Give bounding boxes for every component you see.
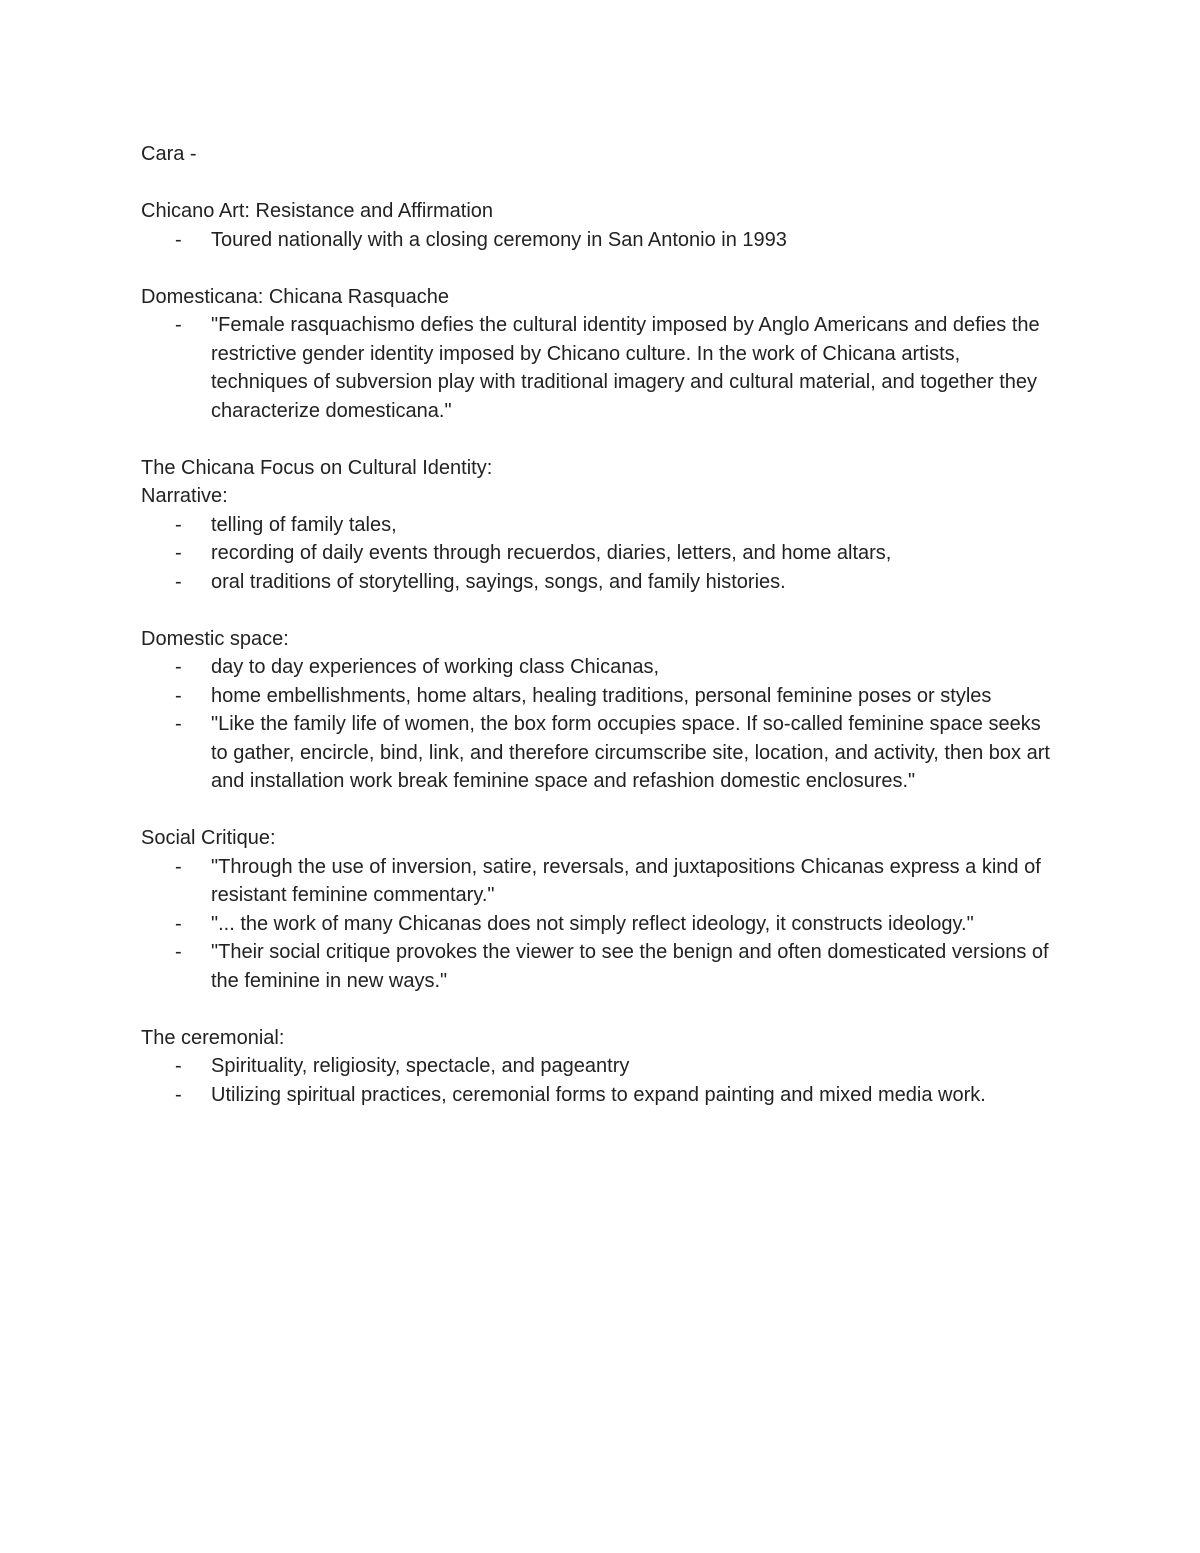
list-item [141, 853, 1061, 910]
dash-bullet: - [175, 513, 182, 536]
dash-bullet: - [175, 1083, 182, 1106]
section-heading: Domestic space: [141, 627, 289, 650]
list-item-text: home embellishments, home altars, healing traditions, personal feminine poses or styles [211, 684, 992, 707]
dash-bullet: - [175, 912, 182, 935]
list-item-text: recording of daily events through recuerdos, diaries, letters, and home altars, [211, 542, 892, 564]
section-heading: Chicano Art: Resistance and Affirmation [141, 200, 494, 222]
bullet-list [141, 653, 1061, 796]
spacer [141, 169, 1061, 198]
dash-bullet: - [175, 713, 182, 735]
dash-bullet: - [175, 570, 182, 593]
list-item [141, 653, 1061, 682]
bullet-list [141, 511, 1061, 597]
list-item [141, 226, 1061, 255]
list-item-text: Utilizing spiritual practices, ceremonial forms to expand painting and mixed media work. [211, 1083, 986, 1106]
list-item [141, 710, 1061, 796]
list-item-text: Toured nationally with a closing ceremony in San Antonio in 1993 [211, 228, 787, 251]
list-item [141, 1081, 1061, 1110]
section-heading: Social Critique: [141, 827, 276, 849]
bullet-list [141, 1052, 1061, 1109]
list-item [141, 682, 1061, 711]
bullet-list [141, 311, 1061, 425]
list-item-text: "Their social critique provokes the viewer to see the benign and often domesticated versions of the feminine in new ways." [211, 941, 1049, 992]
dash-bullet: - [175, 855, 182, 878]
section-heading: The Chicana Focus on Cultural Identity: [141, 456, 493, 479]
section-subheading: Narrative: [141, 485, 228, 507]
list-item-text: "Like the family life of women, the box form occupies space. If so-called feminine space seeks to gather, encircle, bind, link, and therefore circumscribe site, location, and activity, then box art and installation work break feminine space and refashion domestic enclosures." [211, 713, 1050, 792]
dash-bullet: - [175, 228, 182, 251]
section-heading: Domesticana: Chicana Rasquache [141, 285, 449, 308]
spacer [141, 995, 1061, 1024]
spacer [141, 254, 1061, 283]
list-item-text: "Through the use of inversion, satire, reversals, and juxtapositions Chicanas express a kind of resistant feminine commentary." [211, 855, 1041, 906]
dash-bullet: - [175, 684, 182, 707]
document-header: Cara - [141, 143, 197, 165]
list-item-text: Spirituality, religiosity, spectacle, and pageantry [211, 1055, 630, 1077]
section-heading: The ceremonial: [141, 1026, 285, 1049]
dash-bullet: - [175, 314, 182, 336]
bullet-list [141, 226, 1061, 255]
bullet-list [141, 853, 1061, 996]
spacer [141, 596, 1061, 625]
list-item [141, 1052, 1061, 1081]
list-item [141, 938, 1061, 995]
dash-bullet: - [175, 542, 182, 564]
list-item [141, 568, 1061, 597]
list-item-text: day to day experiences of working class Chicanas, [211, 656, 660, 678]
dash-bullet: - [175, 1055, 182, 1077]
list-item [141, 910, 1061, 939]
dash-bullet: - [175, 656, 182, 678]
document-page [141, 140, 1061, 1109]
list-item [141, 311, 1061, 425]
list-item-text: telling of family tales, [211, 513, 397, 536]
spacer [141, 796, 1061, 825]
list-item [141, 539, 1061, 568]
list-item-text: "Female rasquachismo defies the cultural identity imposed by Anglo Americans and defies the restrictive gender identity imposed by Chicano culture. In the work of Chicana artists, techniques of subversion play with traditional imagery and cultural material, and together they characterize domesticana." [211, 314, 1040, 422]
dash-bullet: - [175, 941, 182, 963]
list-item-text: oral traditions of storytelling, sayings, songs, and family histories. [211, 570, 786, 593]
spacer [141, 425, 1061, 454]
list-item-text: "... the work of many Chicanas does not simply reflect ideology, it constructs ideology." [211, 912, 974, 935]
list-item [141, 511, 1061, 540]
